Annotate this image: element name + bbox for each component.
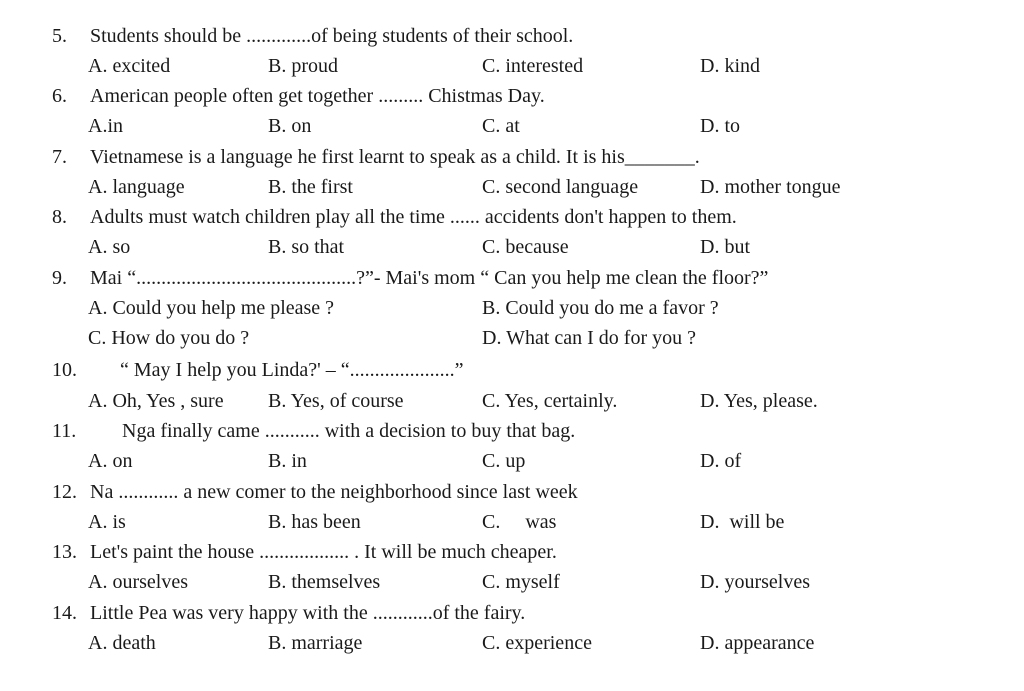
option-d: D. will be — [700, 511, 785, 533]
question-13 — [0, 537, 1024, 567]
option-a: A. so — [88, 236, 131, 258]
options-6 — [0, 111, 1024, 141]
question-stem: Adults must watch children play all the time ...... accidents don't happen to them. — [90, 206, 737, 228]
question-number: 11. — [52, 420, 77, 442]
option-c: C. interested — [482, 55, 584, 77]
option-c: C. at — [482, 115, 520, 137]
option-b: B. the first — [268, 176, 353, 198]
question-number: 9. — [52, 267, 67, 289]
options-5 — [0, 51, 1024, 81]
option-b: B. in — [268, 450, 307, 472]
question-number: 6. — [52, 85, 67, 107]
option-c: C. up — [482, 450, 526, 472]
option-d: D. mother tongue — [700, 176, 841, 198]
option-b: B. on — [268, 115, 312, 137]
question-10 — [0, 355, 1024, 385]
question-number: 13. — [52, 541, 77, 563]
option-c: C. experience — [482, 632, 592, 654]
option-d: D. of — [700, 450, 742, 472]
option-a: A. is — [88, 511, 126, 533]
option-d: D. yourselves — [700, 571, 810, 593]
question-9 — [0, 263, 1024, 293]
question-number: 7. — [52, 146, 67, 168]
option-d: D. but — [700, 236, 750, 258]
question-number: 10. — [52, 359, 77, 381]
options-9-row1 — [0, 293, 1024, 323]
option-d: D. to — [700, 115, 740, 137]
options-14 — [0, 628, 1024, 658]
options-13 — [0, 567, 1024, 597]
option-b: B. marriage — [268, 632, 363, 654]
option-d: D. appearance — [700, 632, 815, 654]
option-c: C. second language — [482, 176, 639, 198]
option-a: A. death — [88, 632, 156, 654]
option-a: A. on — [88, 450, 133, 472]
question-7 — [0, 142, 1024, 172]
question-stem: Nga finally came ........... with a decision to buy that bag. — [122, 420, 576, 442]
question-stem: Little Pea was very happy with the ............of the fairy. — [90, 602, 526, 624]
option-d: D. Yes, please. — [700, 390, 818, 412]
option-a: A.in — [88, 115, 123, 137]
options-7 — [0, 172, 1024, 202]
option-d: D. kind — [700, 55, 760, 77]
option-d: D. What can I do for you ? — [482, 327, 697, 349]
question-12 — [0, 477, 1024, 507]
option-a: A. Could you help me please ? — [88, 297, 335, 319]
question-stem: Students should be .............of being students of their school. — [90, 25, 574, 47]
option-a: A. ourselves — [88, 571, 188, 593]
option-a: A. excited — [88, 55, 171, 77]
options-12 — [0, 507, 1024, 537]
question-stem: American people often get together ......... Chistmas Day. — [90, 85, 545, 107]
options-9-row2 — [0, 323, 1024, 353]
question-stem: Vietnamese is a language he first learnt to speak as a child. It is his_______. — [90, 146, 700, 168]
question-number: 12. — [52, 481, 77, 503]
options-8 — [0, 232, 1024, 262]
options-10 — [0, 386, 1024, 416]
option-c: C. was — [482, 511, 557, 533]
question-number: 5. — [52, 25, 67, 47]
question-14 — [0, 598, 1024, 628]
option-c: C. myself — [482, 571, 560, 593]
question-stem: Let's paint the house .................. . It will be much cheaper. — [90, 541, 557, 563]
question-number: 14. — [52, 602, 77, 624]
question-stem: Mai “............................................?”- Mai's mom “ Can you help me clean the floor?” — [90, 267, 769, 289]
option-b: B. so that — [268, 236, 345, 258]
question-5 — [0, 21, 1024, 51]
options-11 — [0, 446, 1024, 476]
option-b: B. Yes, of course — [268, 390, 404, 412]
option-b: B. proud — [268, 55, 338, 77]
question-stem: Na ............ a new comer to the neighborhood since last week — [90, 481, 578, 503]
option-a: A. language — [88, 176, 185, 198]
option-b: B. themselves — [268, 571, 381, 593]
option-a: A. Oh, Yes , sure — [88, 390, 224, 412]
option-c: C. Yes, certainly. — [482, 390, 618, 412]
option-c: C. How do you do ? — [88, 327, 250, 349]
question-number: 8. — [52, 206, 67, 228]
option-c: C. because — [482, 236, 569, 258]
option-b: B. Could you do me a favor ? — [482, 297, 719, 319]
question-6 — [0, 81, 1024, 111]
question-stem: “ May I help you Linda?' – “.....................” — [120, 359, 464, 381]
question-8 — [0, 202, 1024, 232]
option-b: B. has been — [268, 511, 361, 533]
question-11 — [0, 416, 1024, 446]
